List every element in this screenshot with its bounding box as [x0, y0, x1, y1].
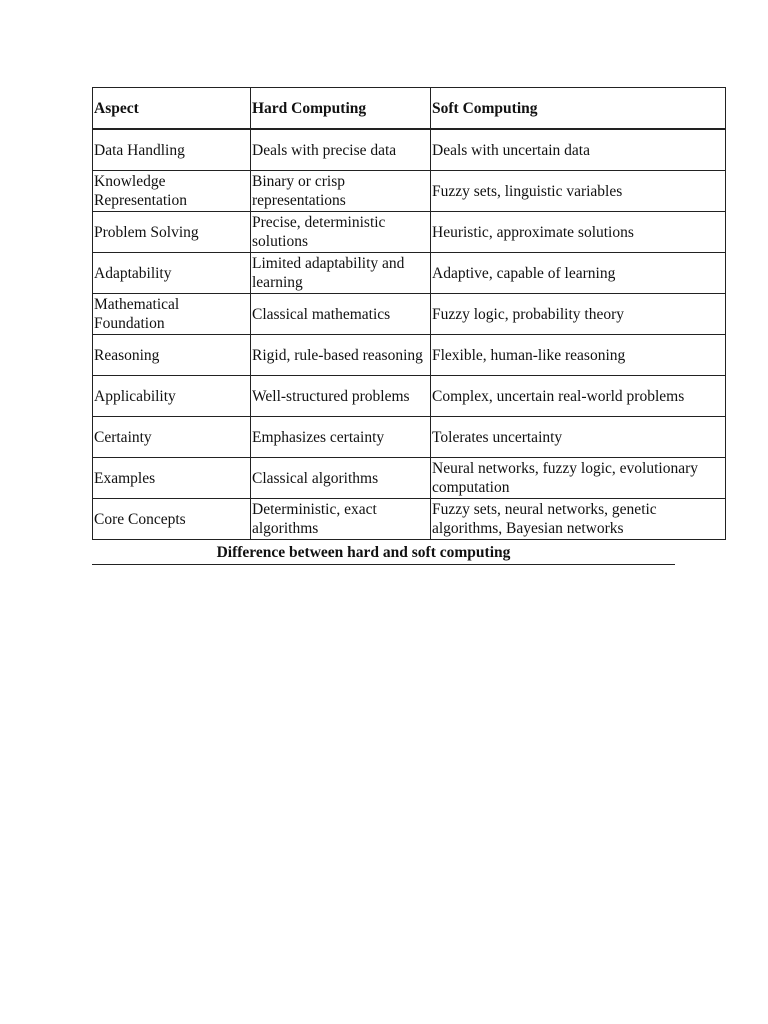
table-caption-text: Difference between hard and soft computing [216, 544, 511, 561]
cell-hard: Deals with precise data [251, 129, 431, 171]
comparison-table [92, 87, 726, 540]
cell-hard: Binary or crisp representations [251, 171, 431, 212]
table-row [93, 171, 726, 212]
cell-soft: Fuzzy sets, neural networks, genetic algorithms, Bayesian networks [431, 499, 726, 540]
cell-soft: Fuzzy sets, linguistic variables [431, 171, 726, 212]
table-caption [92, 542, 675, 565]
cell-hard: Classical mathematics [251, 294, 431, 335]
cell-hard: Limited adaptability and learning [251, 253, 431, 294]
cell-hard: Classical algorithms [251, 458, 431, 499]
cell-hard: Well-structured problems [251, 376, 431, 417]
cell-aspect: Reasoning [93, 335, 251, 376]
table-row [93, 499, 726, 540]
table-row [93, 212, 726, 253]
cell-aspect: Data Handling [93, 129, 251, 171]
cell-soft: Neural networks, fuzzy logic, evolutionary computation [431, 458, 726, 499]
cell-soft: Adaptive, capable of learning [431, 253, 726, 294]
table-row [93, 458, 726, 499]
cell-aspect: Certainty [93, 417, 251, 458]
table-row [93, 294, 726, 335]
cell-aspect: Knowledge Representation [93, 171, 251, 212]
cell-hard: Emphasizes certainty [251, 417, 431, 458]
table-row [93, 376, 726, 417]
cell-soft: Complex, uncertain real-world problems [431, 376, 726, 417]
cell-soft: Tolerates uncertainty [431, 417, 726, 458]
cell-hard: Deterministic, exact algorithms [251, 499, 431, 540]
cell-aspect: Applicability [93, 376, 251, 417]
cell-soft: Deals with uncertain data [431, 129, 726, 171]
cell-hard: Precise, deterministic solutions [251, 212, 431, 253]
table-row [93, 417, 726, 458]
cell-soft: Fuzzy logic, probability theory [431, 294, 726, 335]
header-aspect: Aspect [93, 88, 251, 130]
cell-soft: Flexible, human-like reasoning [431, 335, 726, 376]
cell-soft: Heuristic, approximate solutions [431, 212, 726, 253]
cell-aspect: Adaptability [93, 253, 251, 294]
cell-aspect: Core Concepts [93, 499, 251, 540]
table-row [93, 335, 726, 376]
header-hard-computing: Hard Computing [251, 88, 431, 130]
table-header-row [93, 88, 726, 130]
cell-aspect: Examples [93, 458, 251, 499]
table-row [93, 129, 726, 171]
cell-hard: Rigid, rule-based reasoning [251, 335, 431, 376]
header-soft-computing: Soft Computing [431, 88, 726, 130]
table-row [93, 253, 726, 294]
cell-aspect: Problem Solving [93, 212, 251, 253]
cell-aspect: Mathematical Foundation [93, 294, 251, 335]
